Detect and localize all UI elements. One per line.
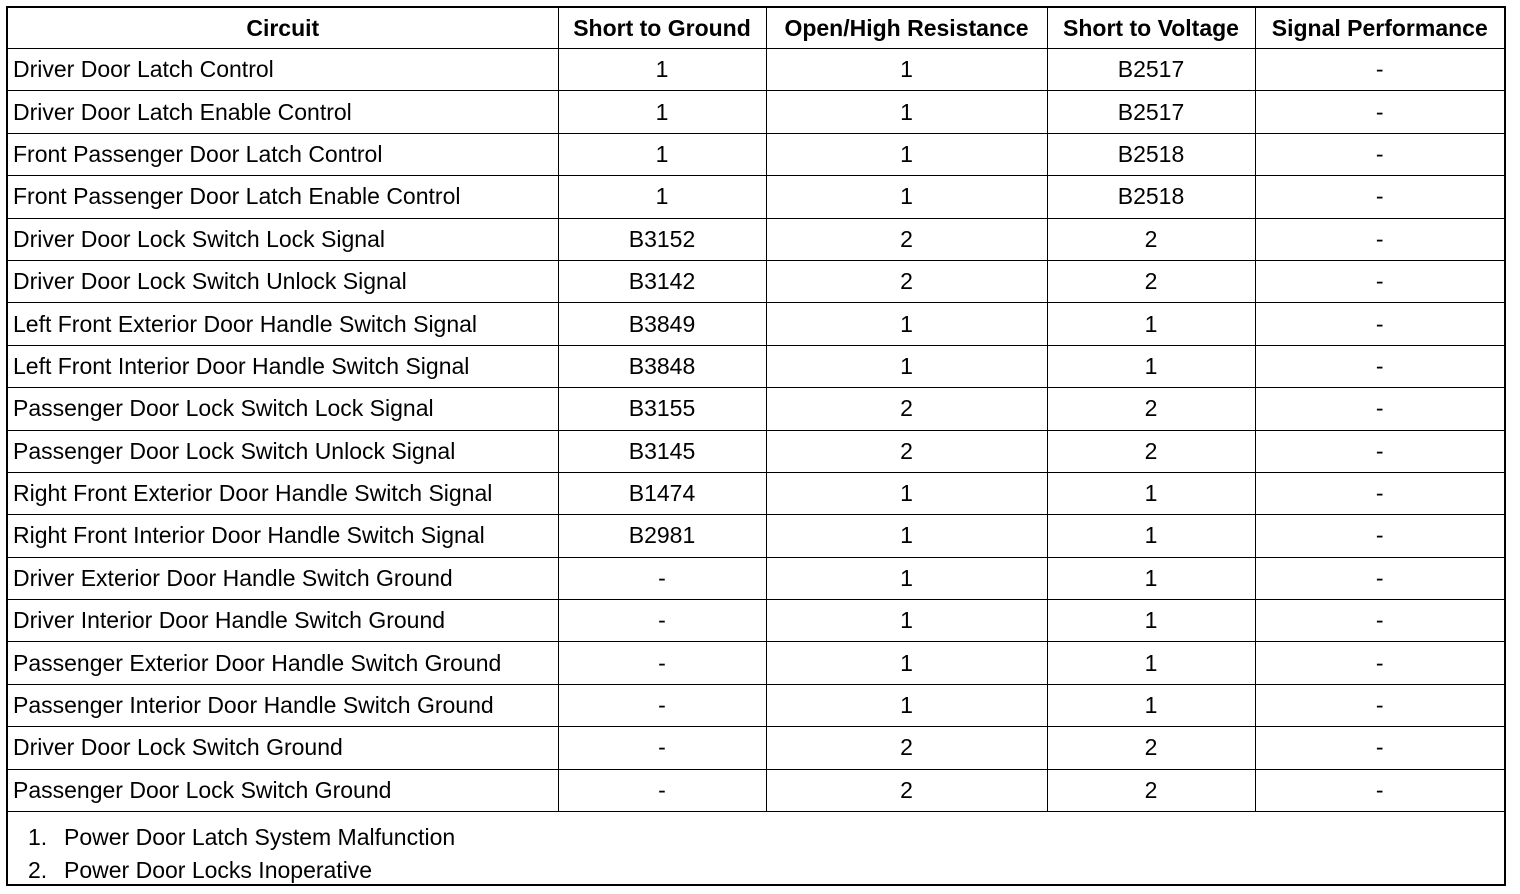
- cell-short-to-ground: 1: [558, 133, 766, 175]
- cell-signal-performance: -: [1255, 176, 1504, 218]
- cell-short-to-voltage: 1: [1047, 472, 1255, 514]
- table-row: [8, 49, 1504, 91]
- cell-short-to-voltage: 2: [1047, 727, 1255, 769]
- cell-short-to-ground: B3152: [558, 218, 766, 260]
- cell-open-high-resistance: 2: [766, 727, 1047, 769]
- dtc-table-frame: [6, 6, 1506, 886]
- cell-circuit: Passenger Exterior Door Handle Switch Ground: [8, 642, 558, 684]
- cell-short-to-ground: B3142: [558, 260, 766, 302]
- cell-short-to-ground: B3849: [558, 303, 766, 345]
- cell-short-to-ground: -: [558, 557, 766, 599]
- header-open-high-resistance: Open/High Resistance: [766, 8, 1047, 49]
- table-header-row: [8, 8, 1504, 49]
- table-row: [8, 684, 1504, 726]
- footnote: [28, 854, 1504, 887]
- cell-circuit: Driver Door Latch Enable Control: [8, 91, 558, 133]
- table-row: [8, 642, 1504, 684]
- cell-short-to-ground: 1: [558, 91, 766, 133]
- cell-signal-performance: -: [1255, 642, 1504, 684]
- cell-open-high-resistance: 1: [766, 176, 1047, 218]
- cell-signal-performance: -: [1255, 515, 1504, 557]
- footnote-number: 1.: [28, 824, 48, 851]
- cell-circuit: Driver Door Lock Switch Unlock Signal: [8, 260, 558, 302]
- cell-short-to-voltage: B2517: [1047, 49, 1255, 91]
- header-short-to-voltage: Short to Voltage: [1047, 8, 1255, 49]
- cell-signal-performance: -: [1255, 260, 1504, 302]
- cell-circuit: Right Front Interior Door Handle Switch Signal: [8, 515, 558, 557]
- cell-open-high-resistance: 2: [766, 218, 1047, 260]
- cell-short-to-ground: -: [558, 600, 766, 642]
- table-body: [8, 49, 1504, 812]
- cell-short-to-ground: B3145: [558, 430, 766, 472]
- cell-signal-performance: -: [1255, 472, 1504, 514]
- table-row: [8, 727, 1504, 769]
- cell-signal-performance: -: [1255, 557, 1504, 599]
- dtc-circuit-table: [8, 8, 1504, 812]
- table-row: [8, 515, 1504, 557]
- cell-open-high-resistance: 1: [766, 345, 1047, 387]
- cell-short-to-voltage: 2: [1047, 388, 1255, 430]
- cell-short-to-voltage: 1: [1047, 557, 1255, 599]
- cell-signal-performance: -: [1255, 303, 1504, 345]
- cell-open-high-resistance: 1: [766, 91, 1047, 133]
- cell-open-high-resistance: 1: [766, 49, 1047, 91]
- cell-circuit: Left Front Exterior Door Handle Switch Signal: [8, 303, 558, 345]
- header-signal-performance: Signal Performance: [1255, 8, 1504, 49]
- table-row: [8, 176, 1504, 218]
- footnotes: [8, 812, 1504, 887]
- cell-circuit: Driver Exterior Door Handle Switch Ground: [8, 557, 558, 599]
- table-row: [8, 303, 1504, 345]
- cell-signal-performance: -: [1255, 727, 1504, 769]
- cell-short-to-voltage: 1: [1047, 303, 1255, 345]
- cell-open-high-resistance: 1: [766, 684, 1047, 726]
- cell-short-to-voltage: 2: [1047, 260, 1255, 302]
- footnote: [28, 821, 1504, 854]
- table-row: [8, 600, 1504, 642]
- cell-open-high-resistance: 1: [766, 515, 1047, 557]
- cell-open-high-resistance: 1: [766, 600, 1047, 642]
- cell-circuit: Passenger Door Lock Switch Unlock Signal: [8, 430, 558, 472]
- table-row: [8, 133, 1504, 175]
- cell-short-to-ground: 1: [558, 176, 766, 218]
- cell-signal-performance: -: [1255, 91, 1504, 133]
- cell-short-to-ground: -: [558, 642, 766, 684]
- cell-signal-performance: -: [1255, 769, 1504, 811]
- cell-open-high-resistance: 2: [766, 430, 1047, 472]
- cell-short-to-voltage: 1: [1047, 515, 1255, 557]
- cell-open-high-resistance: 2: [766, 388, 1047, 430]
- cell-circuit: Front Passenger Door Latch Enable Control: [8, 176, 558, 218]
- footnote-text: Power Door Latch System Malfunction: [64, 824, 456, 851]
- cell-short-to-ground: B1474: [558, 472, 766, 514]
- cell-short-to-ground: B3155: [558, 388, 766, 430]
- header-short-to-ground: Short to Ground: [558, 8, 766, 49]
- header-circuit: Circuit: [8, 8, 558, 49]
- cell-signal-performance: -: [1255, 684, 1504, 726]
- cell-circuit: Driver Interior Door Handle Switch Ground: [8, 600, 558, 642]
- cell-open-high-resistance: 1: [766, 303, 1047, 345]
- footnote-number: 2.: [28, 857, 48, 884]
- cell-signal-performance: -: [1255, 388, 1504, 430]
- cell-short-to-ground: B2981: [558, 515, 766, 557]
- cell-short-to-ground: -: [558, 684, 766, 726]
- table-row: [8, 388, 1504, 430]
- cell-signal-performance: -: [1255, 218, 1504, 260]
- cell-short-to-voltage: 1: [1047, 642, 1255, 684]
- cell-short-to-voltage: 1: [1047, 684, 1255, 726]
- cell-circuit: Driver Door Lock Switch Ground: [8, 727, 558, 769]
- cell-short-to-ground: B3848: [558, 345, 766, 387]
- cell-short-to-ground: -: [558, 727, 766, 769]
- cell-circuit: Passenger Door Lock Switch Lock Signal: [8, 388, 558, 430]
- cell-signal-performance: -: [1255, 430, 1504, 472]
- cell-signal-performance: -: [1255, 133, 1504, 175]
- table-row: [8, 472, 1504, 514]
- cell-signal-performance: -: [1255, 345, 1504, 387]
- table-row: [8, 218, 1504, 260]
- cell-short-to-voltage: 2: [1047, 430, 1255, 472]
- cell-short-to-ground: -: [558, 769, 766, 811]
- cell-short-to-voltage: 1: [1047, 600, 1255, 642]
- cell-short-to-voltage: 2: [1047, 769, 1255, 811]
- cell-short-to-voltage: B2517: [1047, 91, 1255, 133]
- cell-signal-performance: -: [1255, 49, 1504, 91]
- cell-open-high-resistance: 1: [766, 472, 1047, 514]
- cell-open-high-resistance: 1: [766, 557, 1047, 599]
- table-row: [8, 260, 1504, 302]
- footnote-text: Power Door Locks Inoperative: [64, 857, 373, 884]
- table-row: [8, 430, 1504, 472]
- table-row: [8, 91, 1504, 133]
- cell-short-to-voltage: 1: [1047, 345, 1255, 387]
- cell-circuit: Right Front Exterior Door Handle Switch Signal: [8, 472, 558, 514]
- cell-circuit: Passenger Interior Door Handle Switch Ground: [8, 684, 558, 726]
- cell-circuit: Driver Door Latch Control: [8, 49, 558, 91]
- cell-circuit: Left Front Interior Door Handle Switch Signal: [8, 345, 558, 387]
- cell-open-high-resistance: 1: [766, 133, 1047, 175]
- table-row: [8, 345, 1504, 387]
- cell-circuit: Front Passenger Door Latch Control: [8, 133, 558, 175]
- cell-circuit: Driver Door Lock Switch Lock Signal: [8, 218, 558, 260]
- cell-short-to-voltage: B2518: [1047, 176, 1255, 218]
- cell-circuit: Passenger Door Lock Switch Ground: [8, 769, 558, 811]
- cell-open-high-resistance: 2: [766, 260, 1047, 302]
- cell-short-to-voltage: B2518: [1047, 133, 1255, 175]
- cell-open-high-resistance: 2: [766, 769, 1047, 811]
- cell-open-high-resistance: 1: [766, 642, 1047, 684]
- cell-signal-performance: -: [1255, 600, 1504, 642]
- table-row: [8, 769, 1504, 811]
- table-row: [8, 557, 1504, 599]
- cell-short-to-voltage: 2: [1047, 218, 1255, 260]
- cell-short-to-ground: 1: [558, 49, 766, 91]
